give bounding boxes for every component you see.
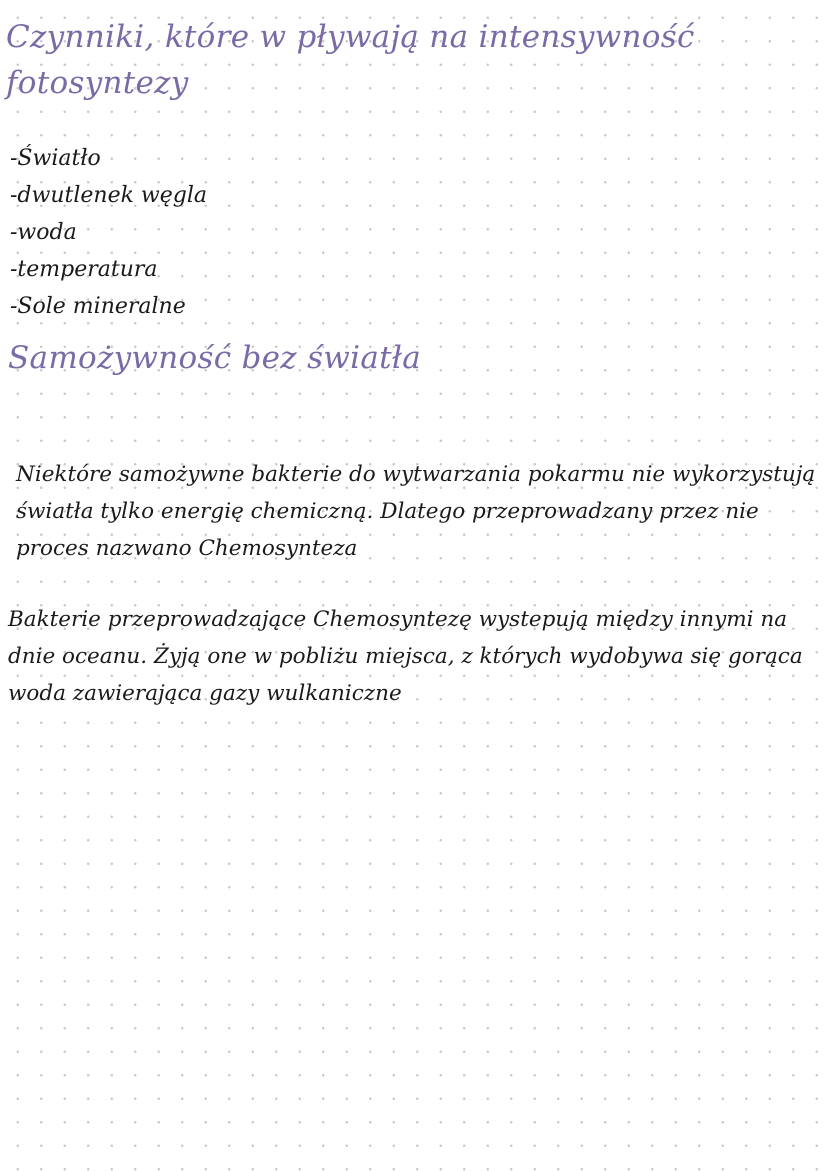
note-title: Czynniki, które w pływają na intensywność fotosyntezy: [6, 19, 695, 101]
list-item: -Światło: [10, 146, 101, 171]
paragraph-chemosynthesis-habitat: Bakterie przeprowadzające Chemosyntezę wystepują między innymi na dnie oceanu. Żyją one w pobliżu miejsca, z których wydobywa się gorąca woda zawierająca gazy wulkaniczne: [8, 607, 803, 706]
list-item: -Sole mineralne: [10, 294, 186, 319]
list-item: -woda: [10, 220, 77, 245]
list-item: -dwutlenek węgla: [10, 183, 208, 208]
list-item: -temperatura: [10, 257, 158, 282]
factors-list: [10, 140, 207, 325]
section-heading: Samożywność bez światła: [8, 340, 422, 376]
paragraph-chemosynthesis-definition: Niektóre samożywne bakterie do wytwarzania pokarmu nie wykorzystują światła tylko energię chemiczną. Dlatego przeprowadzany przez nie proces nazwano Chemosynteza: [16, 462, 816, 561]
